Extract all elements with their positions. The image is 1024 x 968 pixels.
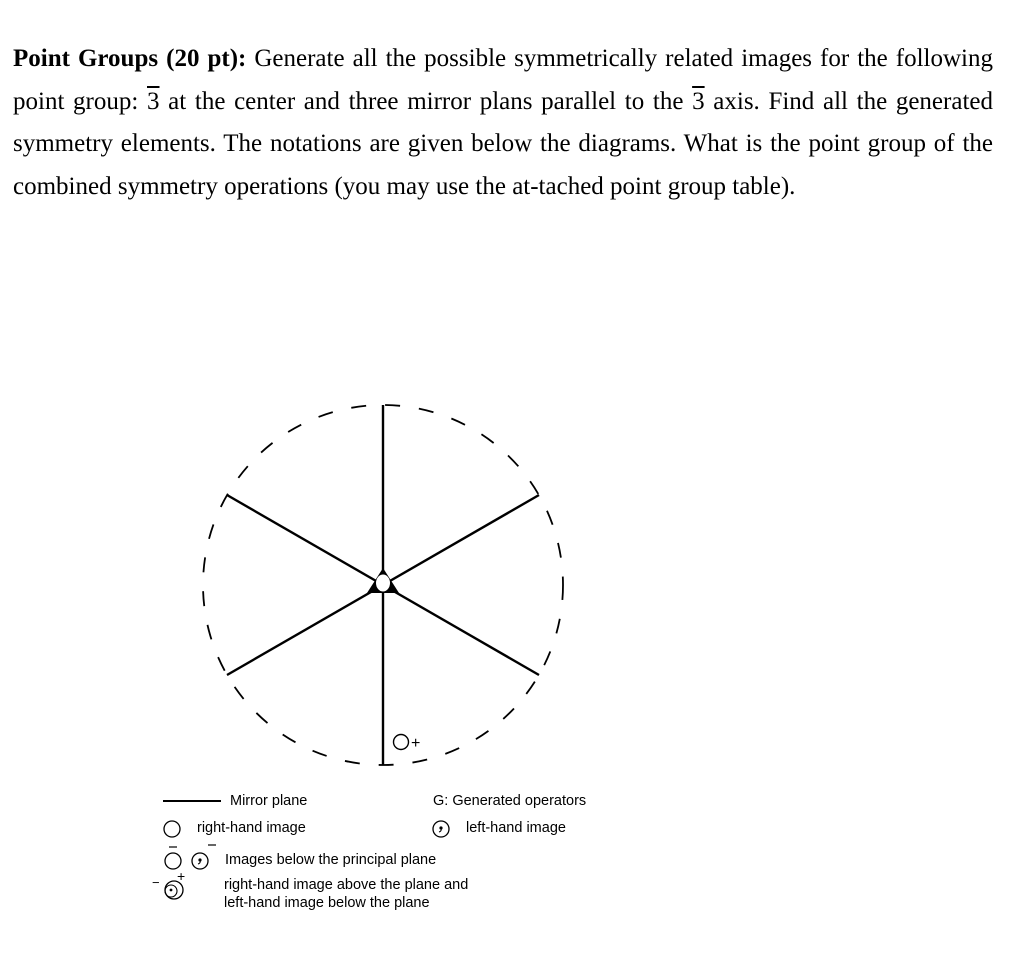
legend-left-hand-label: left-hand image: [466, 820, 566, 836]
problem-text-2: at the center and three mirror plans parallel to the: [159, 87, 693, 115]
legend-mixed-plus: +: [177, 868, 186, 884]
rotoinversion-symbol-2: 3: [692, 87, 705, 115]
legend-left-hand-icon: [433, 821, 449, 837]
legend-below-label: Images below the principal plane: [225, 852, 437, 868]
legend-mixed-label-2: left-hand image below the plane: [224, 895, 430, 911]
problem-text-1: Generate all the possible symmetrically related images for the following point group:: [13, 45, 993, 115]
legend-generated-label: G: Generated operators: [433, 793, 587, 809]
legend-mirror-plane-label: Mirror plane: [230, 793, 308, 809]
legend-mixed-image-icon: [152, 868, 185, 899]
rotoinversion-3bar-icon: [367, 568, 399, 593]
legend-right-hand-icon: [164, 821, 180, 837]
rotoinversion-symbol: 3: [147, 87, 160, 115]
legend-mixed-label-1: right-hand image above the plane and: [224, 877, 469, 893]
legend-mixed-minus: −: [152, 875, 160, 890]
legend-right-hand-label: right-hand image: [197, 820, 306, 836]
problem-heading: Point Groups (20 pt):: [13, 45, 247, 72]
given-image-circle: [394, 735, 409, 750]
problem-text-3: axis. Find all the generated symmetry elements. The notations are given below the diagrams. What is the point group of the combined symmetry operations (you may use the at-tached point group table).: [13, 87, 993, 200]
legend-below-plane-icon: [165, 845, 216, 869]
given-image-sign: +: [411, 735, 421, 752]
